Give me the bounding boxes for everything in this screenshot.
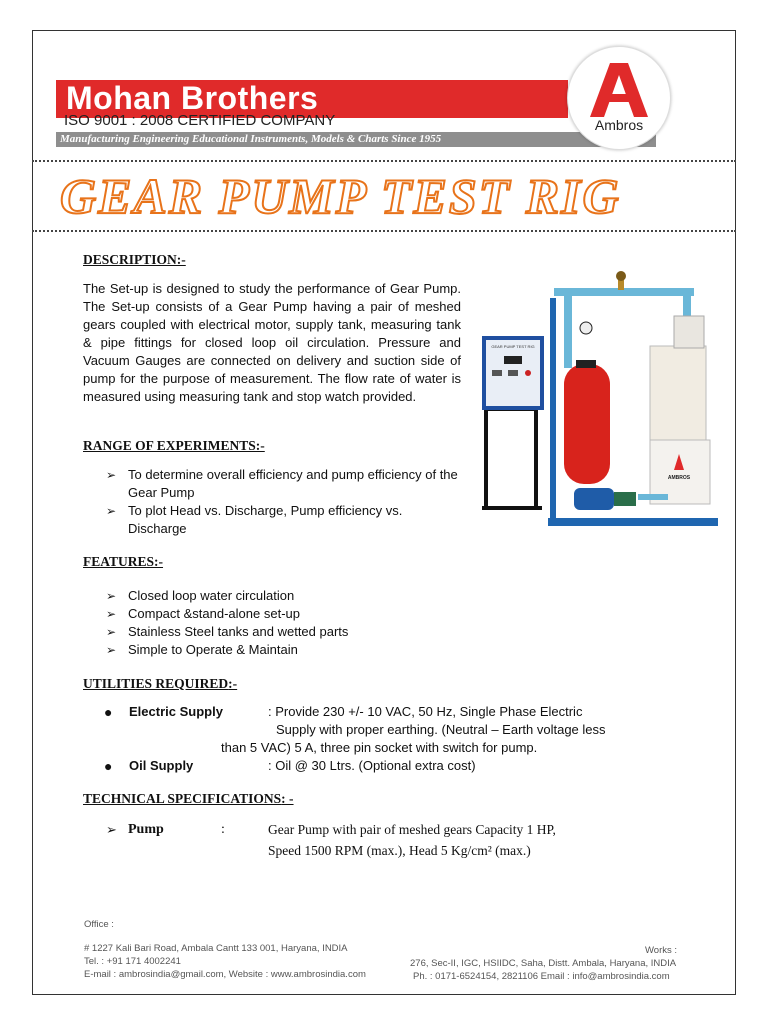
list-item: ➢ To plot Head vs. Discharge, Pump efficiency vs. Discharge <box>106 503 403 536</box>
iso-certification: ISO 9001 : 2008 CERTIFIED COMPANY <box>64 112 336 129</box>
features-heading: FEATURES:- <box>83 554 164 569</box>
description-text: The Set-up is designed to study the performance of Gear Pump. The Set-up consists of a Gear Pump having a pair of meshed gears coupled with electrical motor, supply tank, measuring tank & pipe fittings for closed loop oil circulation. Pressure and Vacuum Gauges are connected on delivery and suction side of pump for the purpose of measurement. The flow rate of water is measured using measuring tank and stop watch provided. <box>83 281 461 404</box>
works-address: 276, Sec-II, IGC, HSIIDC, Saha, Distt. Ambala, Haryana, INDIA <box>410 958 677 969</box>
description-heading: DESCRIPTION:- <box>83 252 186 267</box>
utilities-heading: UTILITIES REQUIRED:- <box>83 676 238 691</box>
ambros-a-icon <box>590 61 648 119</box>
tagline: Manufacturing Engineering Educational Instruments, Models & Charts Since 1955 <box>60 133 442 145</box>
pump-colon: : <box>221 822 225 837</box>
arrow-bullet-icon: ➢ <box>106 504 117 518</box>
list-item: ➢ Simple to Operate & Maintain <box>106 642 298 657</box>
office-email: E-mail : ambrosindia@gmail.com, Website : www.ambrosindia.com <box>84 969 366 980</box>
tank-logo-name: AMBROS <box>667 475 691 481</box>
divider <box>32 160 736 162</box>
arrow-bullet-icon: ➢ <box>106 625 117 639</box>
arrow-bullet-icon: ➢ <box>106 468 117 482</box>
arrow-bullet-icon: ➢ <box>106 643 117 657</box>
works-title: Works : <box>645 945 678 956</box>
brand-name: Mohan Brothers <box>66 80 319 116</box>
pump-spec-line1: Gear Pump with pair of meshed gears Capacity 1 HP, <box>268 822 556 837</box>
experiments-list <box>106 466 461 538</box>
page-title: GEAR PUMP TEST RIG <box>60 168 621 224</box>
list-item: ➢ Compact &stand-alone set-up <box>106 606 300 621</box>
office-title: Office : <box>84 919 114 930</box>
electric-supply-line2: Supply with proper earthing. (Neutral – Earth voltage less <box>276 722 606 737</box>
electric-supply-line3: than 5 VAC) 5 A, three pin socket with switch for pump. <box>221 740 538 755</box>
electric-supply-label: Electric Supply <box>129 704 223 719</box>
electric-supply-line1: : Provide 230 +/- 10 VAC, 50 Hz, Single Phase Electric <box>268 704 583 719</box>
product-photo <box>478 268 728 530</box>
features-list <box>106 587 461 659</box>
pump-label: Pump <box>128 822 164 837</box>
experiments-heading: RANGE OF EXPERIMENTS:- <box>83 438 265 453</box>
ambros-logo <box>567 46 671 150</box>
pump-spec-line2: Speed 1500 RPM (max.), Head 5 Kg/cm² (max.) <box>268 843 531 858</box>
divider <box>32 230 736 232</box>
specs-heading: TECHNICAL SPECIFICATIONS: - <box>83 791 294 806</box>
works-phone: Ph. : 0171-6524154, 2821106 Email : info@ambrosindia.com <box>413 971 670 982</box>
office-address: # 1227 Kali Bari Road, Ambala Cantt 133 001, Haryana, INDIA <box>84 943 348 954</box>
arrow-bullet-icon: ➢ <box>106 589 117 603</box>
office-tel: Tel. : +91 171 4002241 <box>84 956 181 967</box>
oil-supply-value: : Oil @ 30 Ltrs. (Optional extra cost) <box>268 758 476 773</box>
bullet-dot-icon: ● <box>104 704 113 720</box>
arrow-bullet-icon: ➢ <box>106 607 117 621</box>
ambros-logo-name: Ambros <box>594 117 644 133</box>
panel-label: GEAR PUMP TEST RIG <box>491 344 535 349</box>
arrow-bullet-icon: ➢ <box>106 822 117 837</box>
list-item: ➢ To determine overall efficiency and pump efficiency of the Gear Pump <box>106 467 458 500</box>
list-item: ➢ Closed loop water circulation <box>106 588 295 603</box>
list-item: ➢ Stainless Steel tanks and wetted parts <box>106 624 349 639</box>
bullet-dot-icon: ● <box>104 758 113 774</box>
oil-supply-label: Oil Supply <box>129 758 194 773</box>
